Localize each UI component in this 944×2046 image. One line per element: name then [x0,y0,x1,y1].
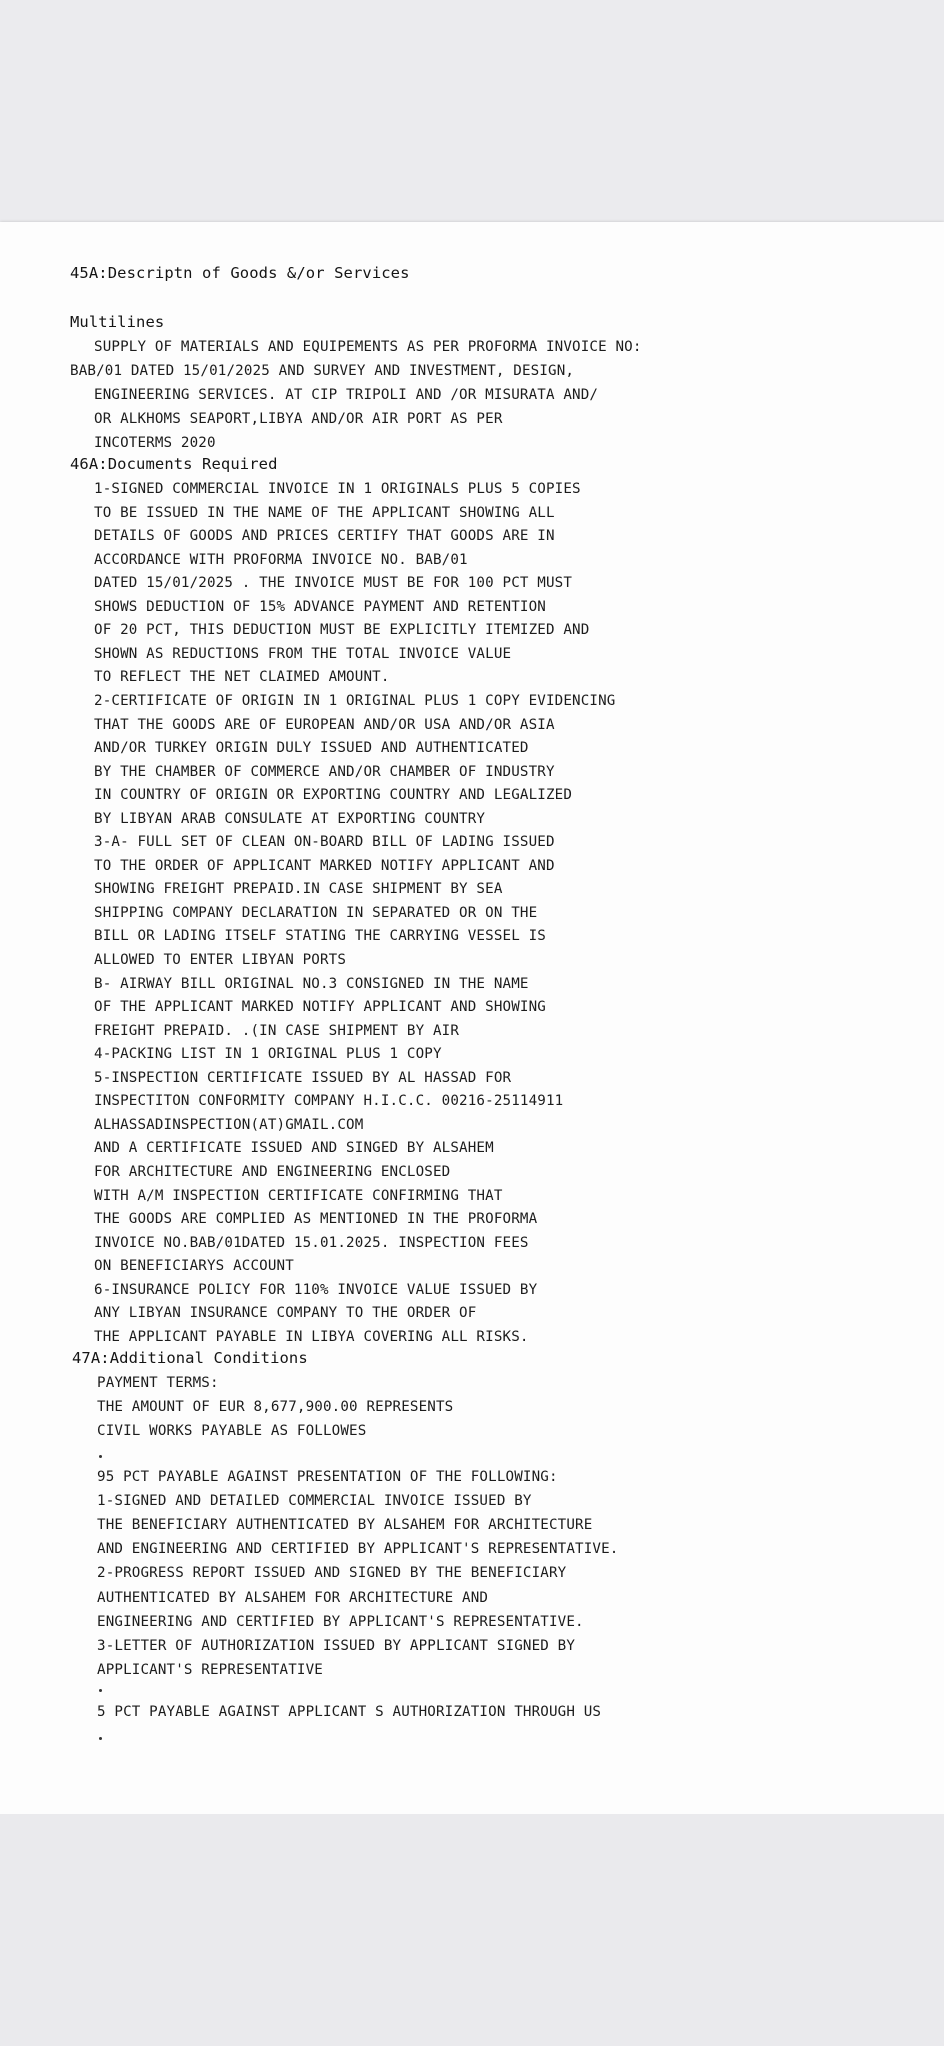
text-line: 5 PCT PAYABLE AGAINST APPLICANT S AUTHORIZATION THROUGH US [97,1704,602,1720]
text-line: OF 20 PCT, THIS DEDUCTION MUST BE EXPLICITLY ITEMIZED AND [94,622,590,638]
text-line: 1-SIGNED COMMERCIAL INVOICE IN 1 ORIGINALS PLUS 5 COPIES [94,481,581,497]
photo-background-top [0,0,944,222]
text-line: SHIPPING COMPANY DECLARATION IN SEPARATED OR ON THE [94,905,538,921]
text-line: THAT THE GOODS ARE OF EUROPEAN AND/OR USA AND/OR ASIA [94,717,555,733]
text-line: ALLOWED TO ENTER LIBYAN PORTS [94,952,347,968]
text-line: BY LIBYAN ARAB CONSULATE AT EXPORTING COUNTRY [94,811,486,827]
text-line: TO BE ISSUED IN THE NAME OF THE APPLICANT SHOWING ALL [94,505,555,521]
text-line: SHOWN AS REDUCTIONS FROM THE TOTAL INVOICE VALUE [94,646,512,662]
separator-dot [99,1455,102,1458]
text-line: CIVIL WORKS PAYABLE AS FOLLOWES [97,1423,367,1439]
text-line: ANY LIBYAN INSURANCE COMPANY TO THE ORDER OF [94,1305,477,1321]
text-line: 3-LETTER OF AUTHORIZATION ISSUED BY APPLICANT SIGNED BY [97,1638,576,1654]
separator-dot [99,1737,102,1740]
field-45a-subheader: Multilines [70,313,165,331]
text-line: 4-PACKING LIST IN 1 ORIGINAL PLUS 1 COPY [94,1046,442,1062]
separator-dot [99,1689,102,1692]
text-line: THE AMOUNT OF EUR 8,677,900.00 REPRESENTS [97,1399,454,1415]
text-line: THE APPLICANT PAYABLE IN LIBYA COVERING ALL RISKS. [94,1329,529,1345]
text-line: DATED 15/01/2025 . THE INVOICE MUST BE FOR 100 PCT MUST [94,575,573,591]
text-line: ALHASSADINSPECTION(AT)GMAIL.COM [94,1117,364,1133]
text-line: 2-CERTIFICATE OF ORIGIN IN 1 ORIGINAL PLUS 1 COPY EVIDENCING [94,693,616,709]
field-46a-header: 46A:Documents Required [70,455,278,473]
text-line: SHOWING FREIGHT PREPAID.IN CASE SHIPMENT BY SEA [94,881,503,897]
text-line: SHOWS DEDUCTION OF 15% ADVANCE PAYMENT AND RETENTION [94,599,546,615]
text-line: ENGINEERING AND CERTIFIED BY APPLICANT'S REPRESENTATIVE. [97,1614,584,1630]
text-line: BILL OR LADING ITSELF STATING THE CARRYING VESSEL IS [94,928,546,944]
text-line: SUPPLY OF MATERIALS AND EQUIPEMENTS AS PER PROFORMA INVOICE NO: [94,339,642,355]
text-line: TO REFLECT THE NET CLAIMED AMOUNT. [94,669,390,685]
text-line: AND/OR TURKEY ORIGIN DULY ISSUED AND AUTHENTICATED [94,740,529,756]
document-page [0,222,944,1814]
text-line: OF THE APPLICANT MARKED NOTIFY APPLICANT AND SHOWING [94,999,546,1015]
text-line: THE GOODS ARE COMPLIED AS MENTIONED IN THE PROFORMA [94,1211,538,1227]
text-line: 6-INSURANCE POLICY FOR 110% INVOICE VALUE ISSUED BY [94,1282,538,1298]
text-line: THE BENEFICIARY AUTHENTICATED BY ALSAHEM FOR ARCHITECTURE [97,1517,593,1533]
text-line: BY THE CHAMBER OF COMMERCE AND/OR CHAMBER OF INDUSTRY [94,764,555,780]
text-line: 3-A- FULL SET OF CLEAN ON-BOARD BILL OF LADING ISSUED [94,834,555,850]
field-47a-header: 47A:Additional Conditions [72,1349,308,1367]
text-line: AND ENGINEERING AND CERTIFIED BY APPLICANT'S REPRESENTATIVE. [97,1541,619,1557]
text-line: ACCORDANCE WITH PROFORMA INVOICE NO. BAB/01 [94,552,468,568]
text-line: B- AIRWAY BILL ORIGINAL NO.3 CONSIGNED IN THE NAME [94,976,529,992]
text-line: TO THE ORDER OF APPLICANT MARKED NOTIFY APPLICANT AND [94,858,555,874]
text-line: OR ALKHOMS SEAPORT,LIBYA AND/OR AIR PORT AS PER [94,411,503,427]
photo-background-bottom [0,1814,944,2046]
text-line: ON BENEFICIARYS ACCOUNT [94,1258,294,1274]
text-line: 2-PROGRESS REPORT ISSUED AND SIGNED BY THE BENEFICIARY [97,1565,567,1581]
text-line: WITH A/M INSPECTION CERTIFICATE CONFIRMING THAT [94,1188,503,1204]
text-line: INCOTERMS 2020 [94,435,216,451]
text-line: INSPECTITON CONFORMITY COMPANY H.I.C.C. 00216-25114911 [94,1093,564,1109]
text-line: APPLICANT'S REPRESENTATIVE [97,1662,323,1678]
text-line: BAB/01 DATED 15/01/2025 AND SURVEY AND INVESTMENT, DESIGN, [70,363,575,379]
text-line: 1-SIGNED AND DETAILED COMMERCIAL INVOICE ISSUED BY [97,1493,532,1509]
text-line: IN COUNTRY OF ORIGIN OR EXPORTING COUNTRY AND LEGALIZED [94,787,573,803]
text-line: DETAILS OF GOODS AND PRICES CERTIFY THAT GOODS ARE IN [94,528,555,544]
text-line: 5-INSPECTION CERTIFICATE ISSUED BY AL HASSAD FOR [94,1070,512,1086]
text-line: INVOICE NO.BAB/01DATED 15.01.2025. INSPECTION FEES [94,1235,529,1251]
text-line: 95 PCT PAYABLE AGAINST PRESENTATION OF THE FOLLOWING: [97,1469,558,1485]
text-line: ENGINEERING SERVICES. AT CIP TRIPOLI AND /OR MISURATA AND/ [94,387,599,403]
text-line: AUTHENTICATED BY ALSAHEM FOR ARCHITECTURE AND [97,1590,489,1606]
text-line: AND A CERTIFICATE ISSUED AND SINGED BY ALSAHEM [94,1140,494,1156]
text-line: PAYMENT TERMS: [97,1375,219,1391]
text-line: FREIGHT PREPAID. .(IN CASE SHIPMENT BY AIR [94,1023,460,1039]
text-line: FOR ARCHITECTURE AND ENGINEERING ENCLOSED [94,1164,451,1180]
field-45a-header: 45A:Descriptn of Goods &/or Services [70,264,410,282]
